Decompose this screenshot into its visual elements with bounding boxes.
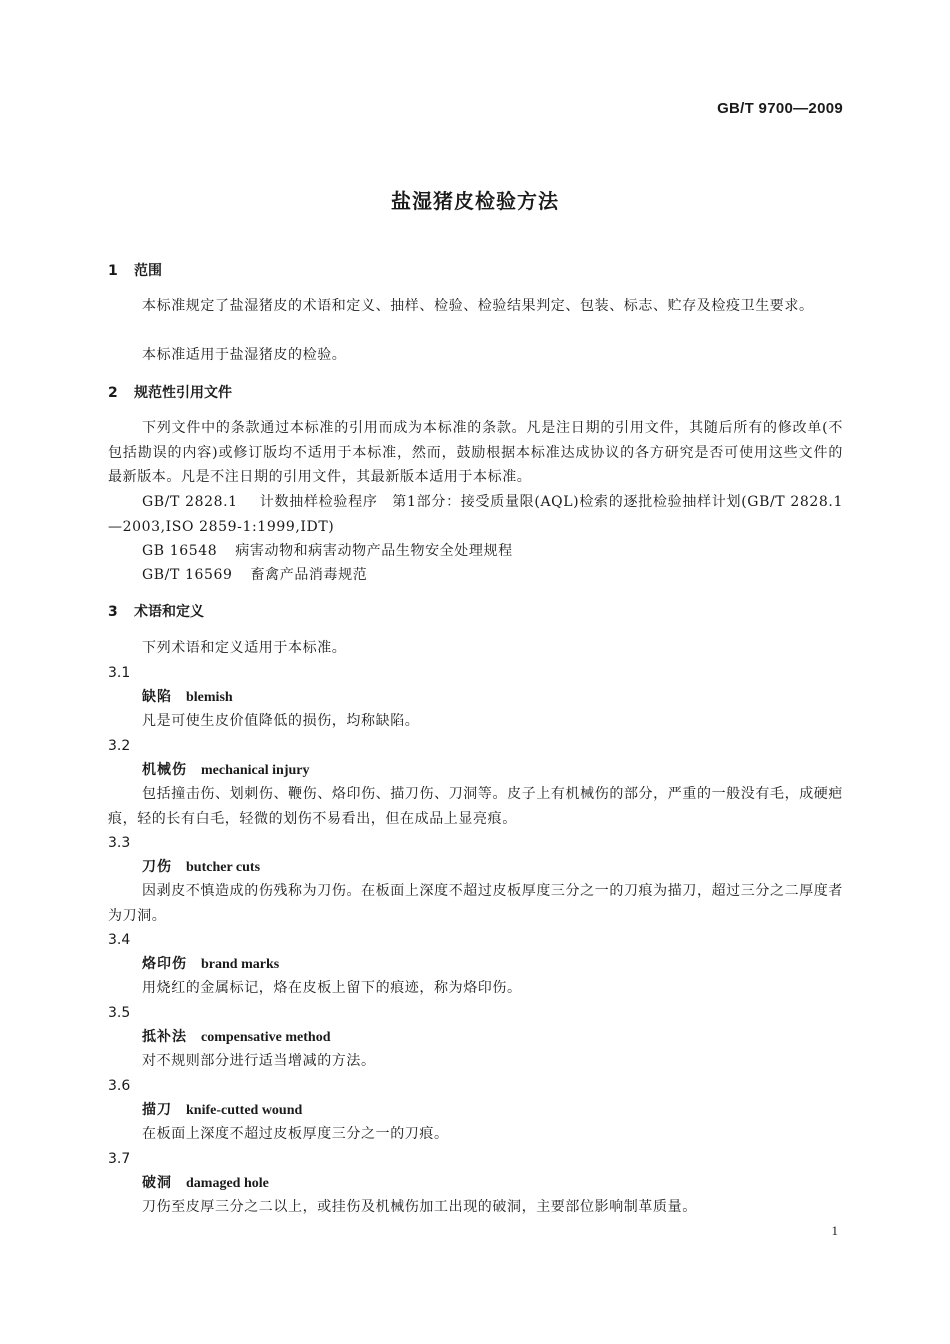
section-3-intro: 下列术语和定义适用于本标准。 [142,640,347,656]
reference-item-3 [142,565,367,585]
standard-code: GB/T 9700—2009 [717,100,843,117]
term-english: brand marks [201,957,280,972]
reference-item-2 [142,541,513,561]
reference-title: 病害动物和病害动物产品生物安全处理规程 [235,543,513,559]
section-1-heading [108,261,162,281]
term-heading [142,954,279,975]
term-number: 3.5 [108,1005,131,1021]
reference-code: GB 16548 [142,543,218,559]
document-title: 盐湿猪皮检验方法 [391,189,559,213]
section-1-paragraph-1: 本标准规定了盐湿猪皮的术语和定义、抽样、检验、检验结果判定、包装、标志、贮存及检疫卫生要求。 [142,298,814,314]
section-number: 2 [108,385,118,401]
term-definition: 对不规则部分进行适当增减的方法。 [142,1053,376,1069]
term-heading [142,1027,331,1048]
term-heading [142,857,260,878]
section-number: 3 [108,604,118,620]
term-heading [142,760,310,781]
reference-title: 畜禽产品消毒规范 [250,567,368,583]
reference-item-1 [108,490,843,539]
term-chinese: 抵补法 [142,1029,187,1045]
section-3-heading [108,602,204,622]
reference-code: GB/T 2828.1 [142,494,238,510]
section-title: 范围 [134,263,162,279]
section-1-paragraph-2: 本标准适用于盐湿猪皮的检验。 [142,347,347,363]
term-chinese: 缺陷 [142,689,172,705]
term-english: knife-cutted wound [186,1103,303,1118]
term-heading [142,1173,269,1194]
term-definition: 用烧红的金属标记，烙在皮板上留下的痕迹，称为烙印伤。 [142,980,522,996]
term-english: blemish [186,690,233,705]
section-title: 术语和定义 [134,604,204,620]
term-definition: 因剥皮不慎造成的伤残称为刀伤。在板面上深度不超过皮板厚度三分之一的刀痕为描刀，超过三分之二厚度者为刀洞。 [108,883,843,924]
section-number: 1 [108,263,118,279]
term-english: compensative method [201,1030,331,1045]
section-2-heading [108,383,232,403]
page-number: 1 [831,1223,838,1238]
term-chinese: 机械伤 [142,762,187,778]
term-english: damaged hole [186,1176,269,1191]
term-number: 3.2 [108,738,131,754]
section-title: 规范性引用文件 [134,385,232,401]
term-definition: 包括撞击伤、划刺伤、鞭伤、烙印伤、描刀伤、刀洞等。皮子上有机械伤的部分，严重的一般没有毛，成硬疤痕，轻的长有白毛，轻微的划伤不易看出，但在成品上显亮痕。 [108,786,843,827]
term-number: 3.7 [108,1151,131,1167]
reference-title: 计数抽样检验程序 第1部分：接受质量限(AQL)检索的逐批检验抽样计划(GB/T 2828.1—2003,ISO 2859-1:1999,IDT) [108,494,843,535]
term-definition: 刀伤至皮厚三分之二以上，或挂伤及机械伤加工出现的破洞，主要部位影响制革质量。 [142,1199,697,1215]
term-english: mechanical injury [201,763,310,778]
term-heading [142,1100,302,1121]
term-number: 3.6 [108,1078,131,1094]
term-chinese: 描刀 [142,1102,172,1118]
reference-code: GB/T 16569 [142,567,233,583]
term-chinese: 刀伤 [142,859,172,875]
term-number: 3.1 [108,665,131,681]
term-number: 3.3 [108,835,131,851]
section-2-intro: 下列文件中的条款通过本标准的引用而成为本标准的条款。凡是注日期的引用文件，其随后所有的修改单(不包括勘误的内容)或修订版均不适用于本标准，然而，鼓励根据本标准达成协议的各方研究是否可使用这些文件的最新版本。凡是不注日期的引用文件，其最新版本适用于本标准。 [108,420,843,485]
term-chinese: 破洞 [142,1175,172,1191]
term-definition: 凡是可使生皮价值降低的损伤，均称缺陷。 [142,713,420,729]
term-definition: 在板面上深度不超过皮板厚度三分之一的刀痕。 [142,1126,449,1142]
term-english: butcher cuts [186,860,261,875]
term-number: 3.4 [108,932,131,948]
term-chinese: 烙印伤 [142,956,187,972]
term-heading [142,687,233,708]
